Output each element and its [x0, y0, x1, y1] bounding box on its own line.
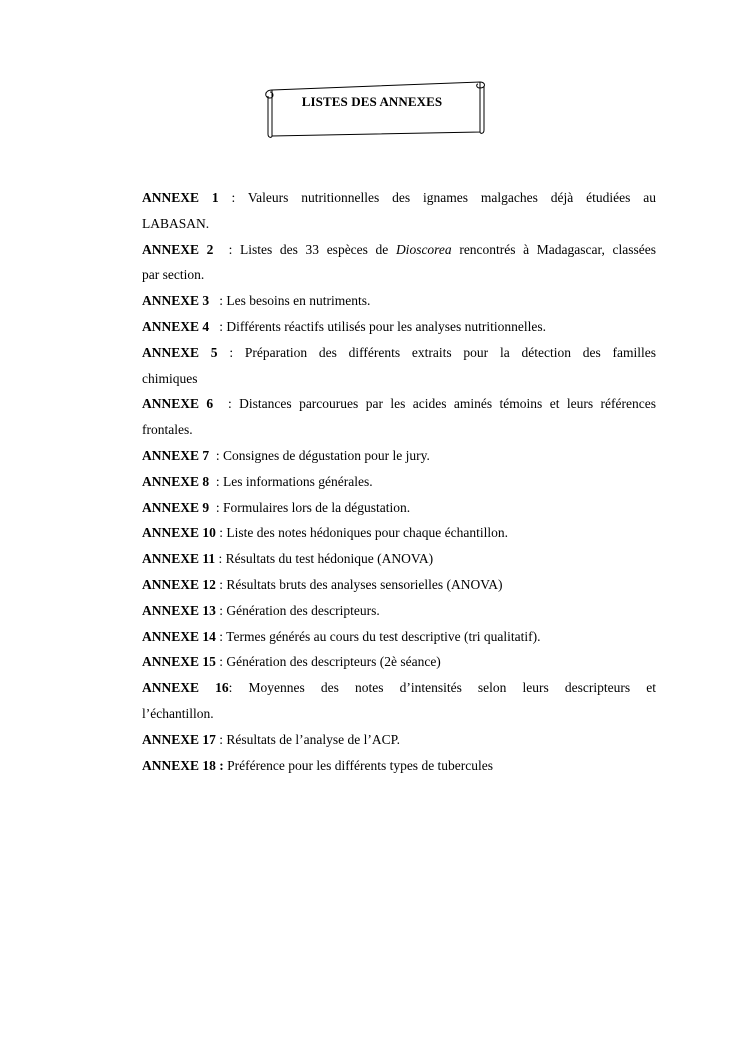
annex-line: [142, 340, 656, 366]
annex-label: ANNEXE 18 :: [142, 757, 224, 773]
annex-label: ANNEXE 15: [142, 654, 216, 670]
annex-description: Génération des descripteurs.: [226, 602, 380, 618]
annex-label: ANNEXE 17: [142, 731, 216, 747]
annex-item: [142, 624, 656, 650]
annex-label: ANNEXE 8: [142, 473, 210, 489]
annex-description: Les besoins en nutriments.: [226, 293, 371, 309]
annex-item: [142, 443, 656, 469]
annex-label: ANNEXE 12: [142, 576, 216, 592]
annex-description-continued: LABASAN.: [142, 215, 210, 231]
annex-description: Dioscorea: [395, 241, 452, 257]
annex-label: ANNEXE 14: [142, 628, 216, 644]
annex-item: [142, 753, 656, 779]
annex-separator: :: [213, 241, 241, 257]
annex-description: Résultats de l’analyse de l’ACP.: [226, 731, 401, 747]
annex-description: Préférence pour les différents types de tubercules: [227, 757, 494, 773]
annex-item: [142, 288, 656, 314]
annex-description: rencontrés à Madagascar, classées: [451, 241, 656, 257]
annex-line: [142, 237, 656, 263]
title-scroll-banner: [260, 80, 486, 138]
annex-description: Liste des notes hédoniques pour chaque échantillon.: [226, 525, 508, 541]
annex-separator: :: [209, 499, 224, 515]
annex-description: Résultats du test hédonique (ANOVA): [225, 551, 434, 567]
annex-separator: :: [215, 525, 227, 541]
annex-label: ANNEXE 4: [142, 318, 210, 334]
annex-separator: :: [215, 602, 227, 618]
annex-separator: :: [215, 731, 227, 747]
annex-separator: :: [228, 680, 249, 696]
annex-label: ANNEXE 9: [142, 499, 210, 515]
annex-description-continued: frontales.: [142, 422, 193, 438]
annex-line: [142, 675, 656, 701]
annex-separator: :: [215, 628, 227, 644]
annex-description-continued: par section.: [142, 267, 205, 283]
annex-item: [142, 649, 656, 675]
annex-label: ANNEXE 5: [142, 344, 218, 360]
annex-description: Préparation des différents extraits pour la détection des familles: [244, 344, 656, 360]
page-title: LISTES DES ANNEXES: [301, 94, 443, 109]
annex-line: [142, 185, 656, 211]
annex-item: [142, 727, 656, 753]
annex-description: Termes générés au cours du test descriptive (tri qualitatif).: [226, 628, 541, 644]
annex-line: [142, 732, 400, 747]
annex-line: [142, 448, 430, 463]
annex-description: Distances parcourues par les acides aminés témoins et leurs références: [239, 396, 656, 412]
annex-description: Listes des 33 espèces de: [240, 241, 396, 257]
annex-item: [142, 185, 656, 237]
annex-separator: :: [217, 344, 245, 360]
annex-item: [142, 598, 656, 624]
annex-line: [142, 500, 410, 515]
annex-line: [142, 603, 380, 618]
annex-line: [142, 654, 441, 669]
annex-description: Différents réactifs utilisés pour les analyses nutritionnelles.: [226, 318, 546, 334]
annex-line: [142, 293, 370, 308]
annex-item: [142, 495, 656, 521]
annex-label: ANNEXE 6: [142, 396, 214, 412]
annex-separator: :: [209, 293, 227, 309]
annex-separator: :: [215, 576, 227, 592]
annex-description: Les informations générales.: [223, 473, 373, 489]
annex-description: Consignes de dégustation pour le jury.: [223, 447, 430, 463]
annex-item: [142, 237, 656, 289]
annex-description: Valeurs nutritionnelles des ignames malgaches déjà étudiées au: [247, 190, 656, 205]
annex-label: ANNEXE 7: [142, 447, 210, 463]
annex-separator: :: [209, 318, 227, 334]
annex-label: ANNEXE 1: [142, 190, 219, 205]
annex-description-continued: chimiques: [142, 370, 198, 386]
annex-line: [142, 525, 508, 540]
annex-item: [142, 572, 656, 598]
annex-item: [142, 546, 656, 572]
annex-line: [142, 319, 546, 334]
annex-label: ANNEXE 11: [142, 551, 216, 567]
annex-separator: :: [209, 447, 224, 463]
annex-separator: :: [213, 396, 240, 412]
annex-separator: :: [218, 190, 248, 205]
annex-label: ANNEXE 2: [142, 241, 214, 257]
annex-line: [142, 758, 493, 773]
annex-description: Formulaires lors de la dégustation.: [223, 499, 411, 515]
annex-item: [142, 391, 656, 443]
annex-description: Génération des descripteurs (2è séance): [226, 654, 441, 670]
annex-separator: :: [215, 654, 227, 670]
annex-item: [142, 520, 656, 546]
annex-line: [142, 474, 373, 489]
annex-line: [142, 551, 433, 566]
annex-description: Résultats bruts des analyses sensorielles (ANOVA): [226, 576, 503, 592]
annex-item: [142, 340, 656, 392]
annex-separator: :: [215, 551, 226, 567]
annex-label: ANNEXE 13: [142, 602, 216, 618]
annex-label: ANNEXE 3: [142, 293, 210, 309]
annex-label: ANNEXE 10: [142, 525, 216, 541]
annex-list: [142, 185, 656, 778]
annex-description: Moyennes des notes d’intensités selon leurs descripteurs et: [248, 680, 656, 696]
annex-item: [142, 469, 656, 495]
annex-description-continued: l’échantillon.: [142, 705, 214, 721]
annex-item: [142, 675, 656, 727]
annex-line: [142, 391, 656, 417]
annex-separator: :: [209, 473, 224, 489]
annex-line: [142, 577, 503, 592]
annex-label: ANNEXE 16: [142, 680, 229, 696]
annex-line: [142, 629, 540, 644]
annex-item: [142, 314, 656, 340]
